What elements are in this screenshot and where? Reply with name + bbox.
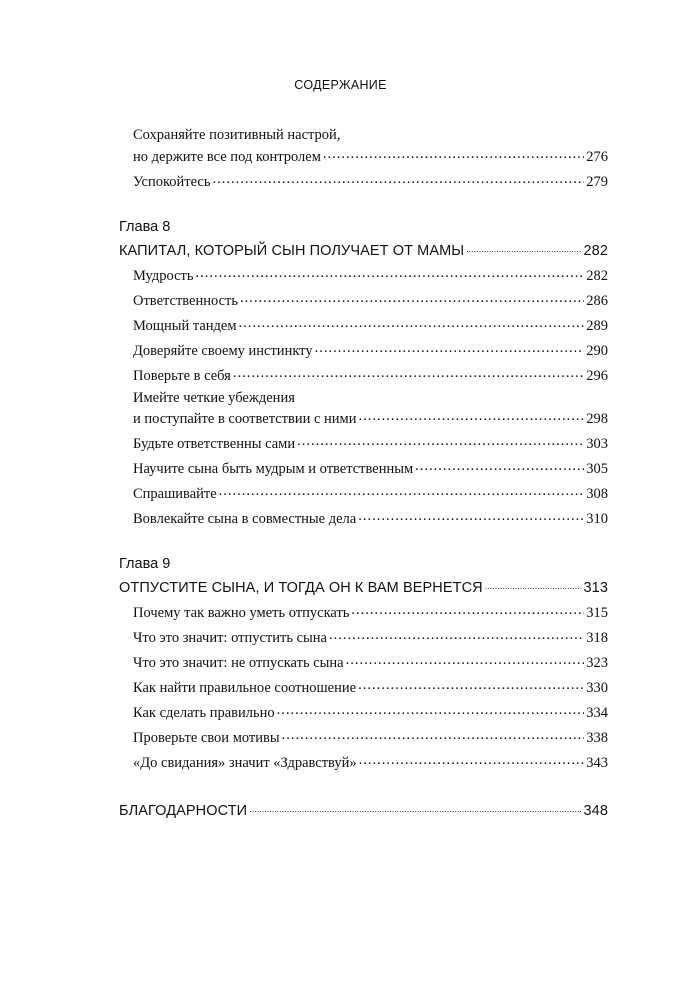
chapter-title-entry[interactable]	[119, 243, 608, 259]
toc-entry-page: 276	[586, 149, 608, 165]
dot-leader	[212, 171, 584, 188]
chapter-title-entry[interactable]	[119, 580, 608, 596]
toc-entry-title: Как сделать правильно	[133, 705, 275, 721]
toc-entry[interactable]	[133, 268, 608, 285]
toc-entry-title: Что это значит: не отпускать сына	[133, 655, 344, 671]
dot-leader	[240, 290, 584, 307]
dot-leader	[249, 800, 581, 816]
toc-entry-title: Ответственность	[133, 293, 239, 309]
chapter-label: Глава 9	[119, 556, 171, 572]
acknowledgements-title: БЛАГОДАРНОСТИ	[119, 803, 248, 819]
toc-entry-page: 303	[586, 436, 608, 452]
toc-entry-page: 308	[586, 486, 608, 502]
acknowledgements-page: 348	[583, 803, 608, 819]
toc-entry-title: Научите сына быть мудрым и ответственным	[133, 461, 414, 477]
toc-entry-title: Проверьте свои мотивы	[133, 730, 280, 746]
toc-entry[interactable]	[133, 705, 608, 722]
dot-leader	[329, 627, 584, 644]
toc-entry[interactable]	[133, 680, 608, 697]
toc-entry-page: 305	[586, 461, 608, 477]
toc-entry-page: 290	[586, 343, 608, 359]
toc-entry-page: 282	[586, 268, 608, 284]
toc-entry-title: Доверяйте своему инстинкту	[133, 343, 313, 359]
dot-leader	[196, 265, 585, 282]
toc-entry[interactable]	[133, 411, 608, 428]
toc-entry-page: 318	[586, 630, 608, 646]
toc-entry-first-line: Имейте четкие убеждения	[133, 390, 295, 406]
toc-entry[interactable]	[133, 343, 608, 360]
dot-leader	[351, 602, 584, 619]
dot-leader	[323, 146, 584, 163]
toc-entry[interactable]	[133, 368, 608, 385]
toc-entry-page: 323	[586, 655, 608, 671]
toc-entry[interactable]	[133, 630, 608, 647]
toc-entry-page: 286	[586, 293, 608, 309]
toc-entry[interactable]	[133, 461, 608, 478]
toc-entry-page: 330	[586, 680, 608, 696]
acknowledgements-entry[interactable]	[119, 803, 608, 819]
toc-entry[interactable]	[133, 149, 608, 166]
toc-entry[interactable]	[133, 605, 608, 622]
toc-entry-title: Как найти правильное соотношение	[133, 680, 357, 696]
chapter-title: КАПИТАЛ, КОТОРЫЙ СЫН ПОЛУЧАЕТ ОТ МАМЫ	[119, 243, 465, 259]
dot-leader	[233, 365, 584, 382]
dot-leader	[219, 483, 585, 500]
toc-entry[interactable]	[133, 293, 608, 310]
toc-entry[interactable]	[133, 655, 608, 672]
toc-entry-page: 289	[586, 318, 608, 334]
toc-entry-title: Поверьте в себя	[133, 368, 231, 384]
chapter-page: 282	[583, 243, 608, 259]
dot-leader	[415, 458, 584, 475]
toc-entry[interactable]	[133, 755, 608, 772]
toc-entry-page: 343	[586, 755, 608, 771]
toc-entry-page: 310	[586, 511, 608, 527]
chapter-label: Глава 8	[119, 219, 171, 235]
toc-entry-title: Что это значит: отпустить сына	[133, 630, 327, 646]
dot-leader	[239, 315, 585, 332]
toc-entry-title: Почему так важно уметь отпускать	[133, 605, 350, 621]
toc-entry-title: но держите все под контролем	[133, 149, 321, 165]
chapter-page: 313	[583, 580, 608, 596]
toc-entry-page: 279	[586, 174, 608, 190]
dot-leader	[358, 677, 584, 694]
dot-leader	[277, 702, 585, 719]
dot-leader	[485, 577, 582, 593]
toc-entry[interactable]	[133, 318, 608, 335]
toc-entry[interactable]	[133, 486, 608, 503]
toc-entry[interactable]	[133, 436, 608, 453]
toc-entry-page: 298	[586, 411, 608, 427]
toc-entry-title: Мощный тандем	[133, 318, 237, 334]
running-head: СОДЕРЖАНИЕ	[294, 78, 387, 92]
dot-leader	[359, 752, 585, 769]
toc-entry-title: Успокойтесь	[133, 174, 211, 190]
toc-entry-page: 338	[586, 730, 608, 746]
dot-leader	[282, 727, 585, 744]
toc-entry-page: 315	[586, 605, 608, 621]
toc-entry-title: и поступайте в соответствии с ними	[133, 411, 357, 427]
toc-entry[interactable]	[133, 174, 608, 191]
dot-leader	[358, 508, 584, 525]
toc-entry-title: Спрашивайте	[133, 486, 217, 502]
dot-leader	[346, 652, 585, 669]
toc-entry-title: Будьте ответственны сами	[133, 436, 296, 452]
toc-entry-title: «До свидания» значит «Здравствуй»	[133, 755, 357, 771]
toc-entry-page: 334	[586, 705, 608, 721]
toc-entry[interactable]	[133, 511, 608, 528]
toc-entry-first-line: Сохраняйте позитивный настрой,	[133, 127, 341, 143]
dot-leader	[358, 408, 584, 425]
toc-entry-title: Вовлекайте сына в совместные дела	[133, 511, 357, 527]
dot-leader	[466, 240, 581, 256]
toc-entry-page: 296	[586, 368, 608, 384]
dot-leader	[315, 340, 585, 357]
dot-leader	[297, 433, 584, 450]
toc-entry[interactable]	[133, 730, 608, 747]
chapter-title: ОТПУСТИТЕ СЫНА, И ТОГДА ОН К ВАМ ВЕРНЕТСЯ	[119, 580, 483, 596]
toc-entry-title: Мудрость	[133, 268, 194, 284]
